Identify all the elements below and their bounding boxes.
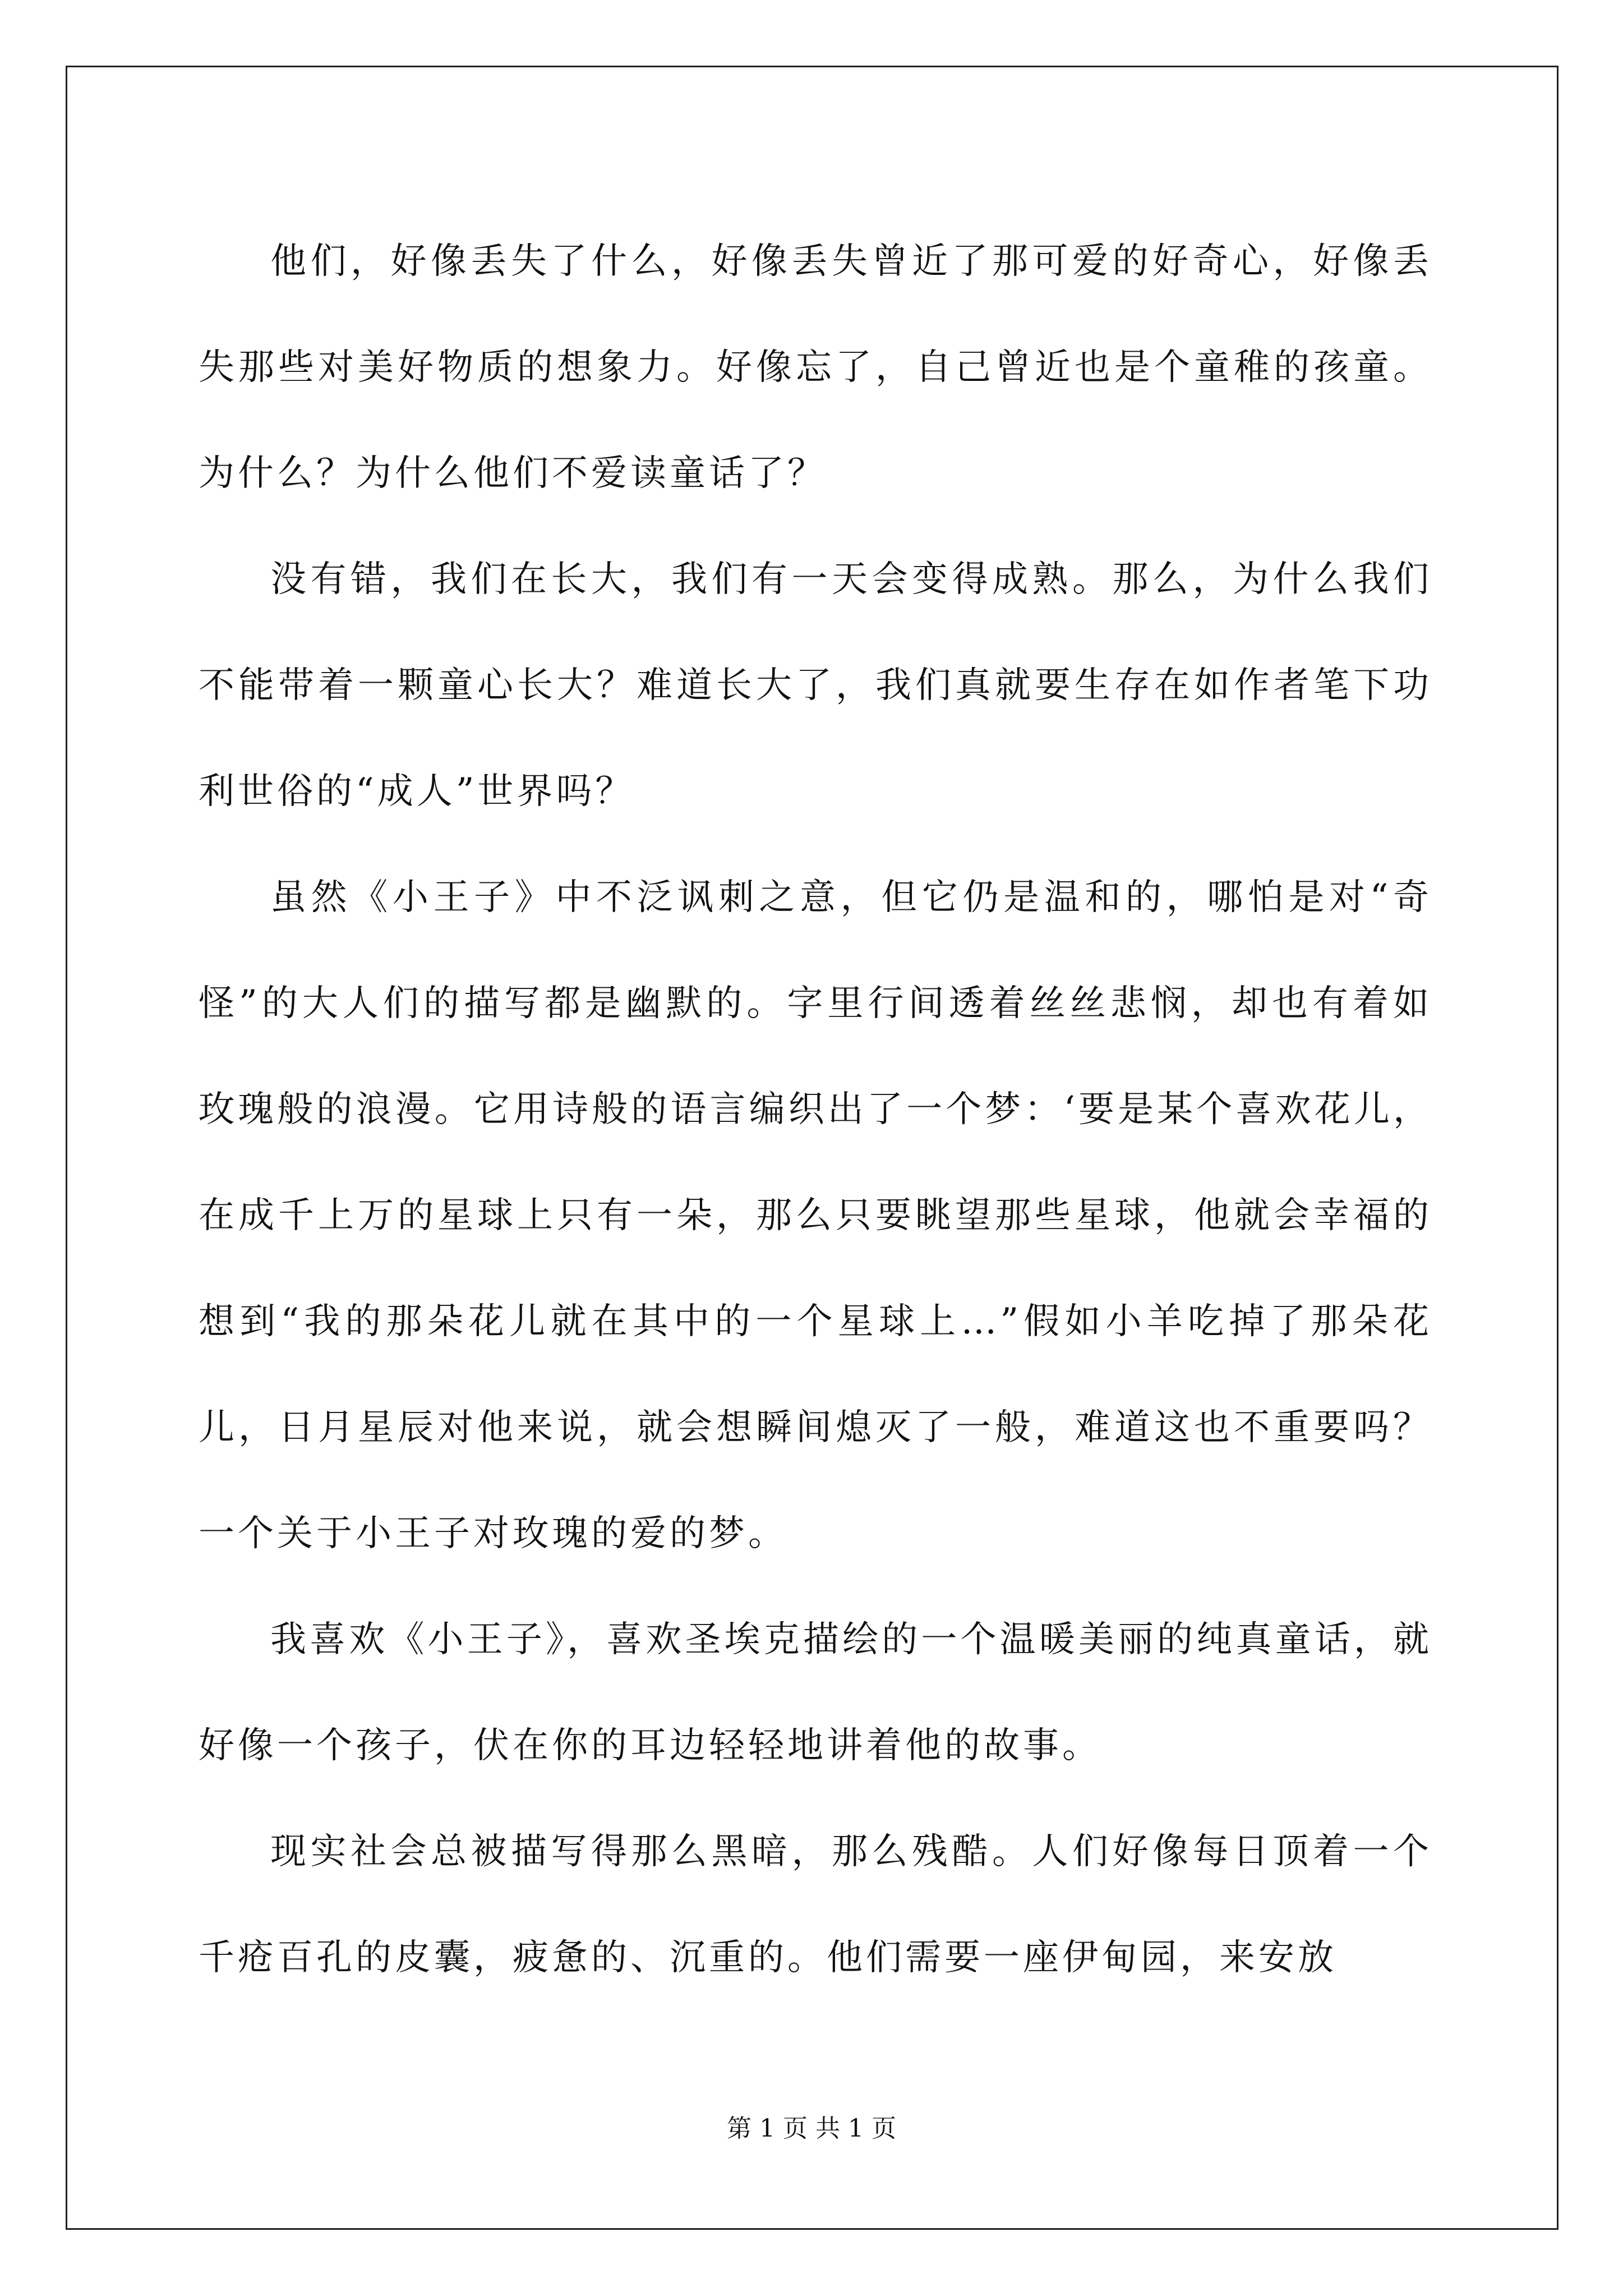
paragraph-3: 虽然《小王子》中不泛讽刺之意，但它仍是温和的，哪怕是对“奇怪”的大人们的描写都是幽默的。字里行间透着丝丝悲悯，却也有着如玫瑰般的浪漫。它用诗般的语言编织出了一个梦：‘要是某个喜欢花儿，在成千上万的星球上只有一朵，那么只要眺望那些星球，他就会幸福的想到“我的那朵花儿就在其中的一个星球上…”假如小羊吃掉了那朵花儿，日月星辰对他来说，就会想瞬间熄灭了一般，难道这也不重要吗？一个关于小王子对玫瑰的爱的梦。 <box>199 877 1432 1554</box>
paragraph-2: 没有错，我们在长大，我们有一天会变得成熟。那么，为什么我们不能带着一颗童心长大？难道长大了，我们真就要生存在如作者笔下功利世俗的“成人”世界吗？ <box>199 559 1432 812</box>
page-footer: 第 1 页 共 1 页 <box>727 2114 896 2143</box>
paragraph-5: 现实社会总被描写得那么黑暗，那么残酷。人们好像每日顶着一个千疮百孔的皮囊，疲惫的、沉重的。他们需要一座伊甸园，来安放 <box>199 1831 1432 1978</box>
document-body <box>199 209 1432 2011</box>
paragraph-1: 他们，好像丢失了什么，好像丢失曾近了那可爱的好奇心，好像丢失那些对美好物质的想象力。好像忘了，自己曾近也是个童稚的孩童。为什么？为什么他们不爱读童话了？ <box>199 241 1432 494</box>
paragraph-4: 我喜欢《小王子》，喜欢圣埃克描绘的一个温暖美丽的纯真童话，就好像一个孩子，伏在你的耳边轻轻地讲着他的故事。 <box>199 1619 1432 1766</box>
